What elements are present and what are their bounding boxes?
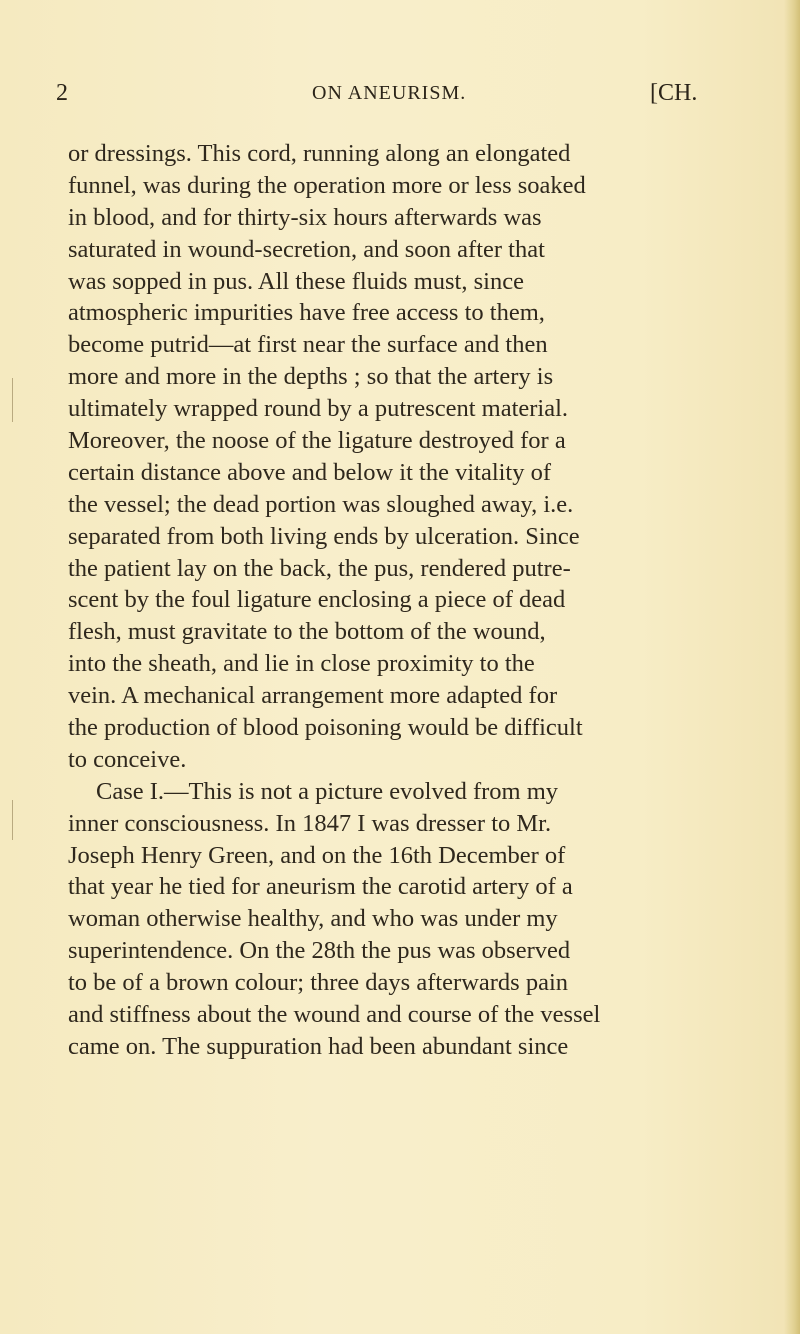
- text-line: saturated in wound-secretion, and soon after that: [68, 235, 545, 263]
- text-line: superintendence. On the 28th the pus was observed: [68, 937, 571, 965]
- text-line: the production of blood poisoning would be difficult: [68, 714, 583, 742]
- text-line: to be of a brown colour; three days afterwards pain: [68, 969, 569, 997]
- text-line: woman otherwise healthy, and who was under my: [68, 905, 558, 933]
- text-line: certain distance above and below it the vitality of: [68, 458, 552, 486]
- margin-mark: [12, 378, 13, 422]
- text-line: atmospheric impurities have free access to them,: [68, 299, 545, 327]
- text-line: Joseph Henry Green, and on the 16th December of: [68, 841, 566, 869]
- text-line: the patient lay on the back, the pus, rendered putre-: [68, 554, 571, 582]
- text-line: funnel, was during the operation more or less soaked: [68, 171, 586, 199]
- text-line: inner consciousness. In 1847 I was dresser to Mr.: [68, 809, 552, 837]
- text-line: was sopped in pus. All these fluids must, since: [68, 267, 524, 295]
- text-line: vein. A mechanical arrangement more adapted for: [68, 682, 558, 710]
- page-edge-shadow: [784, 0, 800, 1334]
- chapter-mark: [CH.: [650, 80, 698, 106]
- text-line: that year he tied for aneurism the carotid artery of a: [68, 873, 573, 901]
- text-line: in blood, and for thirty-six hours afterwards was: [68, 203, 542, 231]
- text-line: become putrid—at first near the surface and then: [68, 331, 548, 359]
- text-line: separated from both living ends by ulceration. Since: [68, 522, 580, 550]
- text-line: Case I.—This is not a picture evolved from my: [96, 777, 558, 805]
- text-line: the vessel; the dead portion was sloughed away, i.e.: [68, 490, 574, 518]
- text-line: ultimately wrapped round by a putrescent material.: [68, 395, 569, 423]
- text-line: came on. The suppuration had been abundant since: [68, 1032, 569, 1060]
- page-number: 2: [56, 80, 68, 106]
- text-line: to conceive.: [68, 745, 187, 773]
- text-line: into the sheath, and lie in close proximity to the: [68, 650, 535, 678]
- running-title: ON ANEURISM.: [312, 82, 467, 104]
- text-line: flesh, must gravitate to the bottom of the wound,: [68, 618, 546, 646]
- page-header: [56, 80, 716, 110]
- body-text: [68, 138, 718, 1063]
- text-line: or dressings. This cord, running along an elongated: [68, 140, 571, 167]
- text-line: more and more in the depths ; so that the artery is: [68, 363, 554, 391]
- margin-mark: [12, 800, 13, 840]
- text-line: scent by the foul ligature enclosing a piece of dead: [68, 586, 566, 614]
- text-line: Moreover, the noose of the ligature destroyed for a: [68, 427, 566, 455]
- text-line: and stiffness about the wound and course of the vessel: [68, 1001, 601, 1029]
